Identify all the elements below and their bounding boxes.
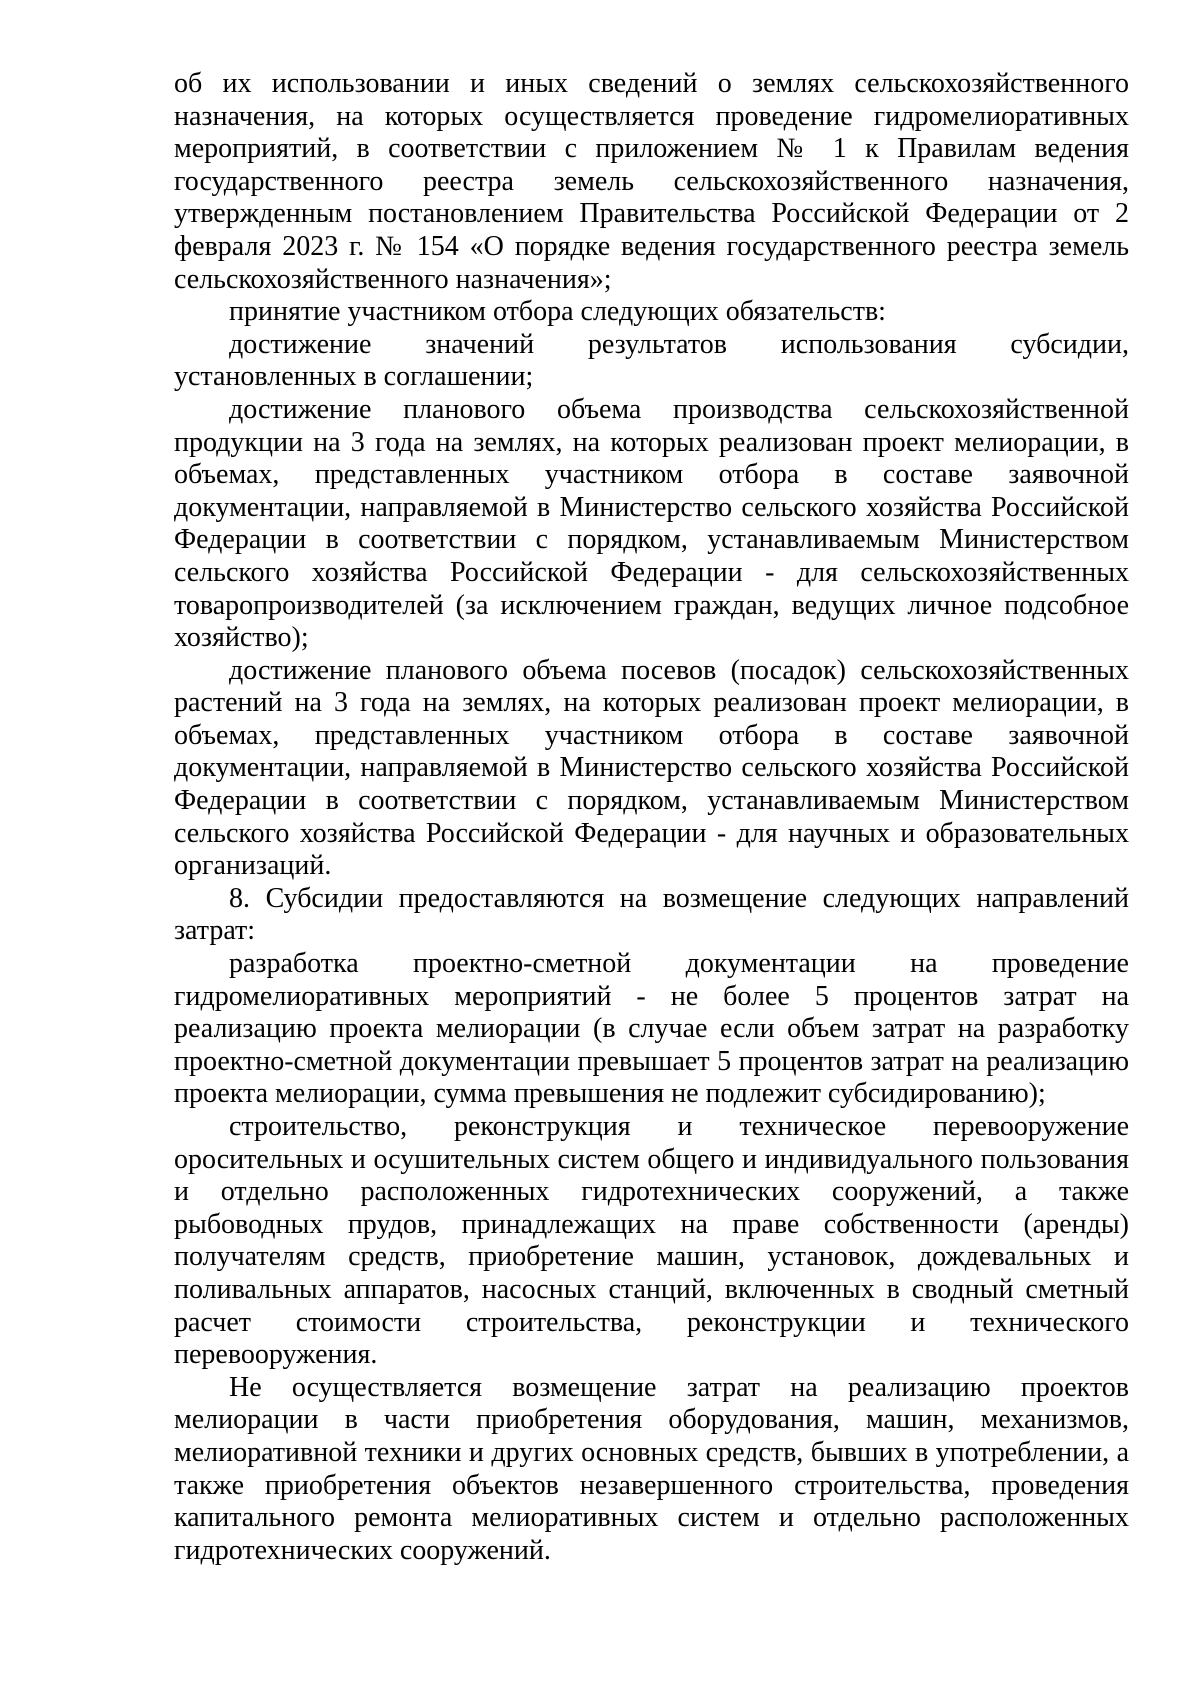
paragraph-subsidy-results: достижение значений результатов использования субсидии, установленных в соглашении; [174,328,1129,393]
paragraph-production-volume: достижение планового объема производства сельскохозяйственной продукции на 3 года на землях, на которых реализован проект мелиорации, в объемах, представленных участником отбора в составе заявочной документации, направляемой в Министерство сельского хозяйства Российской Федерации в соответствии с порядком, устанавливаемым Министерством сельского хозяйства Российской Федерации - для сельскохозяйственных товаропроизводителей (за исключением граждан, ведущих личное подсобное хозяйство); [174,393,1129,654]
document-page [174,68,1129,1567]
paragraph-design-documentation: разработка проектно-сметной документации на проведение гидромелиоративных мероприятий - не более 5 процентов затрат на реализацию проекта мелиорации (в случае если объем затрат на разработку проектно-сметной документации превышает 5 процентов затрат на реализацию проекта мелиорации, сумма превышения не подлежит субсидированию); [174,948,1129,1110]
paragraph-sowing-volume: достижение планового объема посевов (посадок) сельскохозяйственных растений на 3 года на землях, на которых реализован проект мелиорации, в объемах, представленных участником отбора в составе заявочной документации, направляемой в Министерство сельского хозяйства Российской Федерации в соответствии с порядком, устанавливаемым Министерством сельского хозяйства Российской Федерации - для научных и образовательных организаций. [174,654,1129,882]
paragraph-construction: строительство, реконструкция и техническое перевооружение оросительных и осушительных систем общего и индивидуального пользования и отдельно расположенных гидротехнических сооружений, а также рыбоводных прудов, принадлежащих на праве собственности (аренды) получателям средств, приобретение машин, установок, дождевальных и поливальных аппаратов, насосных станций, включенных в сводный сметный расчет стоимости строительства, реконструкции и технического перевооружения. [174,1111,1129,1371]
paragraph-obligations-intro: принятие участником отбора следующих обязательств: [229,296,886,328]
paragraph-exclusions: Не осуществляется возмещение затрат на реализацию проектов мелиорации в части приобретения оборудования, машин, механизмов, мелиоративной техники и других основных средств, бывших в употреблении, а также приобретения объектов незавершенного строительства, проведения капитального ремонта мелиоративных систем и отдельно расположенных гидротехнических сооружений. [174,1371,1129,1566]
paragraph-land-registry-info: об их использовании и иных сведений о землях сельскохозяйственного назначения, на которых осуществляется проведение гидромелиоративных мероприятий, в соответствии с приложением № 1 к Правилам ведения государственного реестра земель сельскохозяйственного назначения, утвержденным постановлением Правительства Российской Федерации от 2 февраля 2023 г. № 154 «О порядке ведения государственного реестра земель сельскохозяйственного назначения»; [174,68,1129,295]
paragraph-section-8: 8. Субсидии предоставляются на возмещение следующих направлений затрат: [174,882,1129,947]
